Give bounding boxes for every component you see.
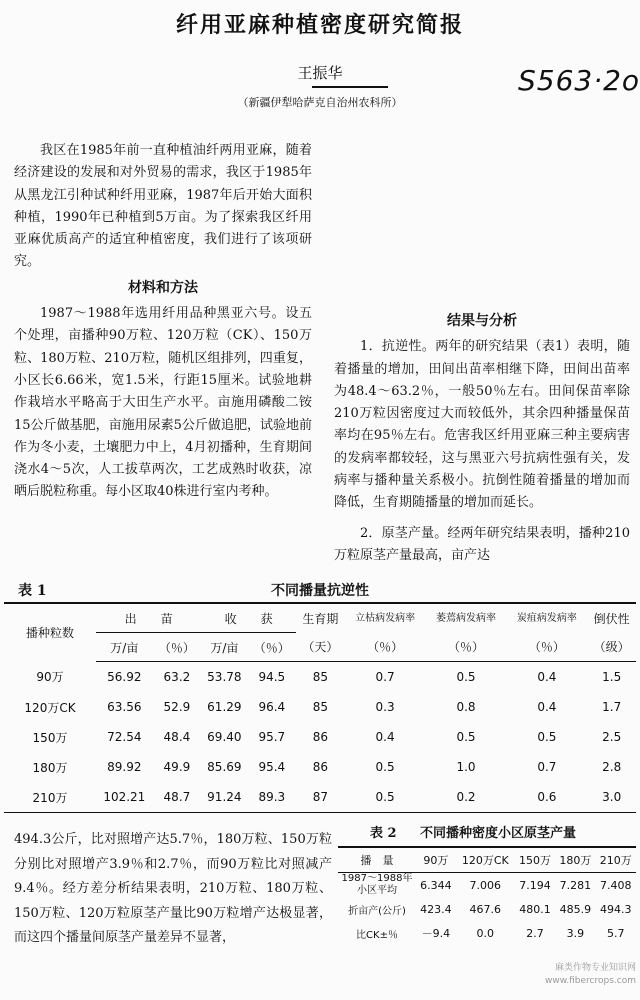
- table2-title: 不同播种密度小区原茎产量: [420, 826, 577, 841]
- table1-header-rust: 炭疽病发病率: [506, 603, 587, 633]
- table1-unit: 万/亩: [201, 633, 247, 662]
- author-name: 王振华: [297, 64, 343, 82]
- table2-cell: 2.7: [526, 926, 544, 940]
- table1-header-wilt: 立枯病发病率: [345, 603, 426, 633]
- table1-cell: 91.24: [201, 782, 247, 813]
- table1-title: 不同播量抗逆性: [271, 583, 369, 599]
- table2-cell: 折亩产(公斤): [348, 905, 406, 917]
- table1-unit: （级）: [587, 633, 636, 662]
- author-underline: [312, 86, 388, 88]
- table1-cell: 0.8: [456, 700, 476, 714]
- table1-cell: 95.7: [258, 730, 286, 744]
- table2-cell: 7.281: [555, 873, 595, 898]
- left-column: [14, 140, 312, 504]
- table1-unit: 万/亩: [96, 633, 153, 662]
- table1-cell: 0.7: [375, 670, 395, 684]
- bottom-left-text: [14, 828, 332, 951]
- table1-cell: 120万CK: [24, 700, 76, 715]
- table2-header: 120万CK: [456, 847, 515, 873]
- table1-row: [4, 692, 636, 722]
- table1-cell: 69.40: [207, 730, 242, 744]
- table2-header: 150万: [515, 847, 555, 873]
- table1-cell: 89.3: [248, 782, 297, 813]
- table1-cell: 89.92: [107, 760, 142, 774]
- table1-cell: 63.56: [107, 700, 142, 714]
- table1-header-seeds: 播种粒数: [4, 603, 96, 662]
- table1-header-harvest: 收 获: [201, 603, 296, 633]
- table1-header-lodging: 倒伏性: [587, 603, 636, 633]
- table1-cell: 48.7: [153, 782, 202, 813]
- table1-row: [4, 782, 636, 813]
- table2-cell: 0.0: [476, 926, 495, 940]
- table2-cell: 7.194: [515, 873, 555, 898]
- table1-cell: 85: [312, 670, 328, 684]
- table1-cell: 53.78: [207, 670, 242, 684]
- table2-header: 210万: [596, 847, 636, 873]
- table1-cell: 85: [312, 700, 328, 714]
- table1-cell: 0.4: [375, 730, 395, 744]
- table1-unit: （天）: [296, 633, 345, 662]
- table2-cell: 5.7: [607, 926, 625, 940]
- table1-cell: 210万: [4, 782, 96, 813]
- result2-continued: 494.3公斤，比对照增产达5.7％，180万粒、150万粒分别比对照增产3.9％和2.7％，而90万粒比对照减产9.4％。经方差分析结果表明，210万粒、180万粒、150万粒、120万粒原茎产量比90万粒增产达极显著，而这四个播量间原茎产量差异不显著，: [14, 832, 332, 945]
- table1-cell: 0.5: [375, 760, 395, 774]
- table1-cell: 49.9: [163, 760, 191, 774]
- result1-paragraph: 1．抗逆性。两年的研究结果（表1）表明，随着播量的增加，田间出苗率相继下降，田间出苗率为48.4～63.2％，一般50％左右。田间保苗率除210万粒因密度过大而较低外，其余四种播量保苗率均在95％左右。危害我区纤用亚麻三种主要病害的发病率都较轻，这与黑亚六号抗病性强有关，发病率与播种量关系极小。抗倒性随着播量的增加而降低，生育期随播量的增加而延长。: [334, 339, 630, 511]
- table1-cell: 52.9: [163, 700, 191, 714]
- table1-cell: 56.92: [107, 670, 142, 684]
- table1-cell: 2.5: [602, 730, 622, 744]
- table1-cell: 86: [312, 760, 328, 774]
- table1-cell: 3.0: [587, 782, 636, 813]
- table2-row: [338, 921, 636, 945]
- table1-cell: 0.6: [506, 782, 587, 813]
- table2-header: 180万: [555, 847, 595, 873]
- table2-cell: 比CK±％: [356, 929, 398, 941]
- table1-cell: 0.2: [426, 782, 507, 813]
- table1-cell: 85.69: [207, 760, 242, 774]
- table2-row: [338, 897, 636, 921]
- methods-heading: 材料和方法: [128, 279, 198, 296]
- right-column: [334, 140, 630, 567]
- table1-cell: 180万: [32, 760, 68, 775]
- table1-unit: （％）: [426, 633, 507, 662]
- table1-row: [4, 722, 636, 752]
- table1-caption: 表 1: [18, 583, 47, 599]
- table1-cell: 0.7: [537, 760, 557, 774]
- table2-cell: 7.408: [596, 873, 636, 898]
- table1-cell: 102.21: [96, 782, 153, 813]
- table2: [338, 846, 636, 945]
- table1-cell: 0.3: [375, 700, 395, 714]
- table2-cell: 7.006: [456, 873, 515, 898]
- table1-cell: 0.5: [456, 730, 476, 744]
- table1-cell: 95.4: [258, 760, 286, 774]
- results-heading: 结果与分析: [447, 313, 517, 329]
- table1-cell: 86: [312, 730, 328, 744]
- table1-header-emergence: 出 苗: [96, 603, 201, 633]
- table2-cell: 1987～1988年小区平均: [338, 873, 416, 898]
- result2-paragraph: 2．原茎产量。经两年研究结果表明，播种210万粒原茎产量最高，亩产达: [334, 525, 630, 563]
- table1-cell: 63.2: [163, 670, 191, 684]
- table2-header: 90万: [416, 847, 456, 873]
- table1-cell: 90万: [36, 670, 64, 685]
- table2-caption: 表 2: [370, 826, 397, 841]
- table1-cell: 0.5: [537, 730, 557, 744]
- table1-header-growth: 生育期: [296, 603, 345, 633]
- table2-header-row: [338, 847, 636, 873]
- table1-cell: 61.29: [207, 700, 242, 714]
- table2-cell: 3.9: [566, 926, 585, 940]
- table1-cell: 72.54: [107, 730, 142, 744]
- table1-cell: 0.5: [456, 670, 476, 684]
- watermark-line: www.fibercrops.com: [545, 976, 636, 986]
- table1-cell: 1.0: [456, 760, 476, 774]
- table2-cell: 494.3: [600, 902, 632, 916]
- table2-header: 播 量: [338, 847, 416, 873]
- watermark-line: 麻类作物专业知识网: [554, 963, 636, 973]
- table1-unit: （％）: [153, 633, 202, 662]
- table1-cell: 150万: [32, 730, 68, 745]
- table2-cell: 6.344: [416, 873, 456, 898]
- table1-cell: 1.7: [602, 700, 622, 714]
- table1-unit: （％）: [345, 633, 426, 662]
- affiliation: （新疆伊犁哈萨克自治州农科所）: [237, 96, 403, 109]
- table2-cell: 467.6: [469, 902, 502, 916]
- table1-cell: 48.4: [163, 730, 191, 744]
- table1-cell: 94.5: [258, 670, 286, 684]
- table1-cell: 0.4: [537, 670, 557, 684]
- table2-cell: 485.9: [559, 902, 592, 916]
- table1-cell: 2.8: [602, 760, 622, 774]
- table1-unit: （％）: [506, 633, 587, 662]
- methods-paragraph: 1987～1988年选用纤用品种黑亚六号。设五个处理，亩播种90万粒、120万粒（CK）、150万粒、180万粒、210万粒，随机区组排列，四重复，小区长6.66米，宽1.5米，行距15厘米。试验地耕作栽培水平略高于大田生产水平。亩施用磷酸二铵15公斤做基肥，亩施用尿素5公斤做追肥，试验地前作为冬小麦，土壤肥力中上，4月初播种，生育期间浇水4～5次，人工拔草两次，工艺成熟时收获，凉晒后脱粒称重。每小区取40株进行室内考种。: [14, 306, 312, 500]
- table1-cell: 96.4: [258, 700, 286, 714]
- table1-cell: 0.5: [345, 782, 426, 813]
- watermark: [545, 962, 636, 988]
- table1-header-anthracnose: 萎蔫病发病率: [426, 603, 507, 633]
- table1-cell: 1.5: [602, 670, 622, 684]
- handwritten-code: S563·2o: [518, 64, 640, 97]
- table1-cell: 87: [296, 782, 345, 813]
- table2-cell: －9.4: [421, 927, 451, 940]
- table1: [4, 602, 636, 813]
- intro-paragraph: 我区在1985年前一直种植油纤两用亚麻，随着经济建设的发展和对外贸易的需求，我区于1985年从黑龙江引种试种纤用亚麻，1987年后开始大面积种植，1990年已种植到5万亩。为了探索我区纤用亚麻优质高产的适宜种植密度，我们进行了该项研究。: [14, 143, 312, 270]
- paper-title: 纤用亚麻种植密度研究简报: [175, 12, 464, 38]
- table1-cell: 0.4: [537, 700, 557, 714]
- table1-unit: （％）: [248, 633, 297, 662]
- table1-row: [4, 662, 636, 693]
- table2-row: [338, 873, 636, 898]
- table2-cell: 423.4: [420, 902, 452, 916]
- table1-row: [4, 752, 636, 782]
- table2-cell: 480.1: [519, 902, 551, 916]
